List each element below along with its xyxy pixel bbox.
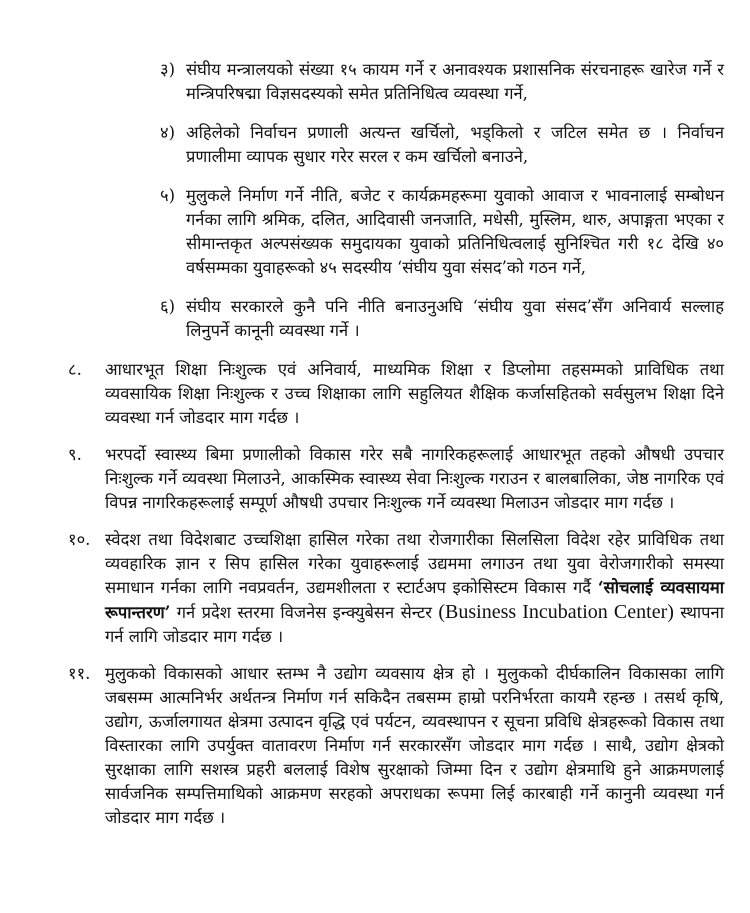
item-number: ६)	[160, 297, 176, 316]
item-text: मुलुकले निर्माण गर्ने नीति, बजेट र कार्यक्रमहरूमा युवाको आवाज र भावनालाई सम्बोधन गर्नका लागि श्रमिक, दलित, आदिवासी जनजाति, मधेसी, मुस्लिम, थारु, अपाङ्गता भएका र सीमान्तकृत अल्पसंख्यक समुदायका युवाको प्रतिनिधित्वलाई सुनिश्चित गरी १८ देखि ४० वर्षसम्मका युवाहरूको ४५ सदस्यीय ‘संघीय युवा संसद’को गठन गर्ने,	[186, 186, 724, 277]
list-item-5	[0, 184, 750, 280]
item-text: अहिलेको निर्वाचन प्रणाली अत्यन्त खर्चिलो, भड्किलो र जटिल समेत छ । निर्वाचन प्रणालीमा व्यापक सुधार गरेर सरल र कम खर्चिलो बनाउने,	[186, 123, 724, 166]
item-text: संघीय सरकारले कुनै पनि नीति बनाउनुअघि ‘संघीय युवा संसद’सँग अनिवार्य सल्लाह लिनुपर्ने कानूनी व्यवस्था गर्ने ।	[186, 297, 724, 340]
list-item-11	[0, 662, 750, 830]
item-text-segment: स्वेदश तथा विदेशबाट उच्चशिक्षा हासिल गरेका तथा रोजगारीका सिलसिला विदेश रहेर प्राविधिक तथा व्यवहारिक ज्ञान र सिप हासिल गरेका युवाहरूलाई उद्यममा लगाउन तथा युवा वेरोजगारीको समस्या समाधान गर्नका लागि नवप्रवर्तन, उद्यमशीलता र स्टार्टअप इकोसिस्टम विकास गर्दै	[105, 530, 724, 597]
bold-phrase: ‘सोचलाई व्यवसायमा रूपान्तरण’	[105, 578, 724, 622]
item-text	[105, 528, 724, 649]
list-item-4	[0, 121, 750, 169]
list-item-9	[0, 443, 750, 515]
item-text-segment: स्थापना गर्न लागि जोडदार माग गर्दछ ।	[105, 603, 724, 646]
item-text: भरपर्दो स्वास्थ्य बिमा प्रणालीको विकास गरेर सबै नागरिकहरूलाई आधारभूत तहको औषधी उपचार निःशुल्क गर्ने व्यवस्था मिलाउने, आकस्मिक स्वास्थ्य सेवा निःशुल्क गराउन र बालबालिका, जेष्ठ नागरिक एवं विपन्न नागरिकहरूलाई सम्पूर्ण औषधी उपचार निःशुल्क गर्ने व्यवस्था मिलाउन जोडदार माग गर्दछ ।	[105, 445, 724, 512]
list-item-8	[0, 358, 750, 430]
item-number: ५)	[160, 186, 176, 205]
item-number: ९.	[68, 445, 82, 464]
item-number: ८.	[68, 360, 82, 379]
item-text-segment: गर्न प्रदेश स्तरमा विजनेस इन्क्युबेसन सेन्टर	[170, 603, 439, 622]
list-item-10	[0, 528, 750, 649]
item-number: ३)	[160, 60, 176, 79]
item-text: संघीय मन्त्रालयको संख्या १५ कायम गर्ने र अनावश्यक प्रशासनिक संरचनाहरू खारेज गर्ने र मन्त्रिपरिषद्मा विज्ञसदस्यको समेत प्रतिनिधित्व व्यवस्था गर्ने,	[186, 60, 724, 103]
item-number: १०.	[68, 530, 91, 549]
latin-phrase: (Business Incubation Center)	[438, 601, 674, 623]
item-text: आधारभूत शिक्षा निःशुल्क एवं अनिवार्य, माध्यमिक शिक्षा र डिप्लोमा तहसम्मको प्राविधिक तथा व्यवसायिक शिक्षा निःशुल्क र उच्च शिक्षाका लागि सहुलियत शैक्षिक कर्जासहितको सर्वसुलभ शिक्षा दिने व्यवस्था गर्न जोडदार माग गर्दछ ।	[105, 360, 724, 427]
item-number: ११.	[68, 664, 91, 683]
item-number: ४)	[160, 123, 176, 142]
item-text: मुलुकको विकासको आधार स्तम्भ नै उद्योग व्यवसाय क्षेत्र हो । मुलुकको दीर्घकालिन विकासका लागि जबसम्म आत्मनिर्भर अर्थतन्त्र निर्माण गर्न सकिदैन तबसम्म हाम्रो परनिर्भरता कायमै रहन्छ । तसर्थ कृषि, उद्योग, ऊर्जालगायत क्षेत्रमा उत्पादन वृद्धि एवं पर्यटन, व्यवस्थापन र सूचना प्रविधि क्षेत्रहरूको विकास तथा विस्तारका लागि उपर्युक्त वातावरण निर्माण गर्न सरकारसँग जोडदार माग गर्दछ । साथै, उद्योग क्षेत्रको सुरक्षाका लागि सशस्त्र प्रहरी बललाई विशेष सुरक्षाको जिम्मा दिन र उद्योग क्षेत्रमाथि हुने आक्रमणलाई सार्वजनिक सम्पत्तिमाथिको आक्रमण सरहको अपराधका रूपमा लिई कारबाही गर्ने कानुनी व्यवस्था गर्न जोडदार माग गर्दछ ।	[105, 664, 724, 827]
list-item-6	[0, 295, 750, 343]
list-item-3	[0, 58, 750, 106]
